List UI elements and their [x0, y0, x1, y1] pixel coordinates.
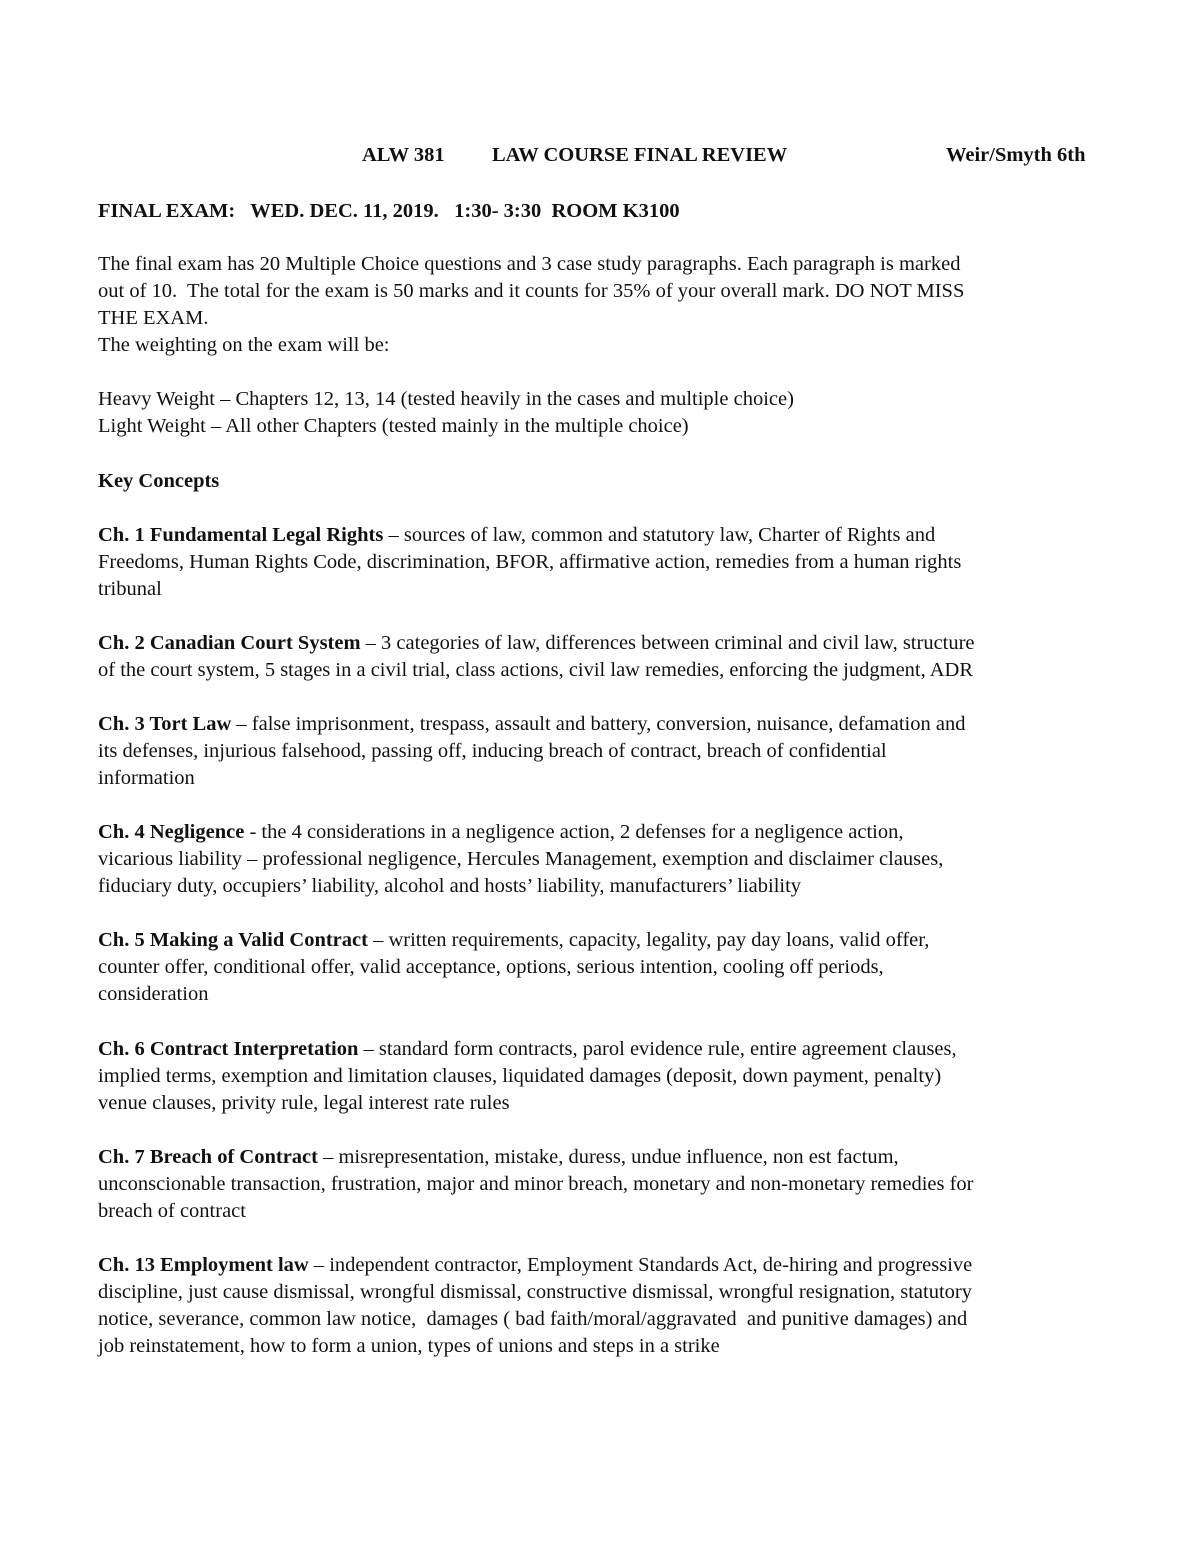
chapter-line: notice, severance, common law notice, damages ( bad faith/moral/aggravated and punitive damages) and: [98, 1308, 968, 1330]
course-code: ALW 381: [362, 144, 445, 166]
chapter-title: Ch. 2 Canadian Court System: [98, 632, 361, 654]
chapter-line: information: [98, 767, 195, 789]
chapter-line: fiduciary duty, occupiers’ liability, alcohol and hosts’ liability, manufacturers’ liability: [98, 875, 802, 897]
chapter-text: – false imprisonment, trespass, assault and battery, conversion, nuisance, defamation and: [231, 713, 966, 735]
chapter-title: Ch. 7 Breach of Contract: [98, 1146, 318, 1168]
chapter-text: – 3 categories of law, differences between criminal and civil law, structure: [360, 632, 975, 654]
chapter-line: [98, 927, 929, 954]
chapter-title: Ch. 4 Negligence: [98, 821, 245, 843]
chapter-line: [98, 819, 904, 846]
chapter-title: Ch. 5 Making a Valid Contract: [98, 929, 368, 951]
chapter-line: unconscionable transaction, frustration, major and minor breach, monetary and non-monetary remedies for: [98, 1173, 974, 1195]
chapter-line: its defenses, injurious falsehood, passing off, inducing breach of contract, breach of confidential: [98, 740, 887, 762]
document-header: [0, 144, 1200, 172]
chapter-line: [98, 1036, 957, 1063]
chapter-text: – independent contractor, Employment Standards Act, de-hiring and progressive: [308, 1254, 973, 1276]
weight-light: Light Weight – All other Chapters (tested mainly in the multiple choice): [98, 415, 689, 437]
intro-line: The final exam has 20 Multiple Choice questions and 3 case study paragraphs. Each paragraph is marked: [98, 253, 961, 275]
chapter-text: – written requirements, capacity, legality, pay day loans, valid offer,: [367, 929, 930, 951]
chapter-line: Freedoms, Human Rights Code, discrimination, BFOR, affirmative action, remedies from a human rights: [98, 551, 962, 573]
chapter-title: Ch. 3 Tort Law: [98, 713, 232, 735]
chapter-text: - the 4 considerations in a negligence action, 2 defenses for a negligence action,: [244, 821, 904, 843]
chapter-line: [98, 1144, 899, 1171]
chapter-line: counter offer, conditional offer, valid acceptance, options, serious intention, cooling off periods,: [98, 956, 884, 978]
chapter-line: [98, 711, 965, 738]
chapter-line: [98, 522, 935, 549]
exam-details: FINAL EXAM: WED. DEC. 11, 2019. 1:30- 3:30 ROOM K3100: [98, 200, 680, 222]
chapter-title: Ch. 1 Fundamental Legal Rights: [98, 524, 384, 546]
chapter-line: of the court system, 5 stages in a civil trial, class actions, civil law remedies, enforcing the judgment, ADR: [98, 659, 974, 681]
weight-heavy: Heavy Weight – Chapters 12, 13, 14 (tested heavily in the cases and multiple choice): [98, 388, 794, 410]
chapter-line: job reinstatement, how to form a union, types of unions and steps in a strike: [98, 1335, 720, 1357]
chapter-line: vicarious liability – professional negligence, Hercules Management, exemption and disclaimer clauses,: [98, 848, 944, 870]
intro-line: THE EXAM.: [98, 307, 209, 329]
chapter-text: – misrepresentation, mistake, duress, undue influence, non est factum,: [317, 1146, 899, 1168]
chapter-text: – sources of law, common and statutory law, Charter of Rights and: [383, 524, 936, 546]
chapter-text: – standard form contracts, parol evidence rule, entire agreement clauses,: [358, 1038, 957, 1060]
chapter-line: venue clauses, privity rule, legal interest rate rules: [98, 1092, 510, 1114]
chapter-title: Ch. 6 Contract Interpretation: [98, 1038, 359, 1060]
intro-line: out of 10. The total for the exam is 50 marks and it counts for 35% of your overall mark. DO NOT MISS: [98, 280, 965, 302]
instructors: Weir/Smyth 6th: [946, 144, 1086, 166]
chapter-line: implied terms, exemption and limitation clauses, liquidated damages (deposit, down payment, penalty): [98, 1065, 942, 1087]
intro-line: The weighting on the exam will be:: [98, 334, 390, 356]
chapter-line: tribunal: [98, 578, 162, 600]
chapter-line: [98, 1252, 972, 1279]
document-title: LAW COURSE FINAL REVIEW: [492, 144, 788, 166]
chapter-line: consideration: [98, 983, 209, 1005]
chapter-line: breach of contract: [98, 1200, 246, 1222]
chapter-title: Ch. 13 Employment law: [98, 1254, 309, 1276]
key-concepts-heading: Key Concepts: [98, 470, 220, 492]
chapter-line: [98, 630, 975, 657]
chapter-line: discipline, just cause dismissal, wrongful dismissal, constructive dismissal, wrongful resignation, statutory: [98, 1281, 972, 1303]
